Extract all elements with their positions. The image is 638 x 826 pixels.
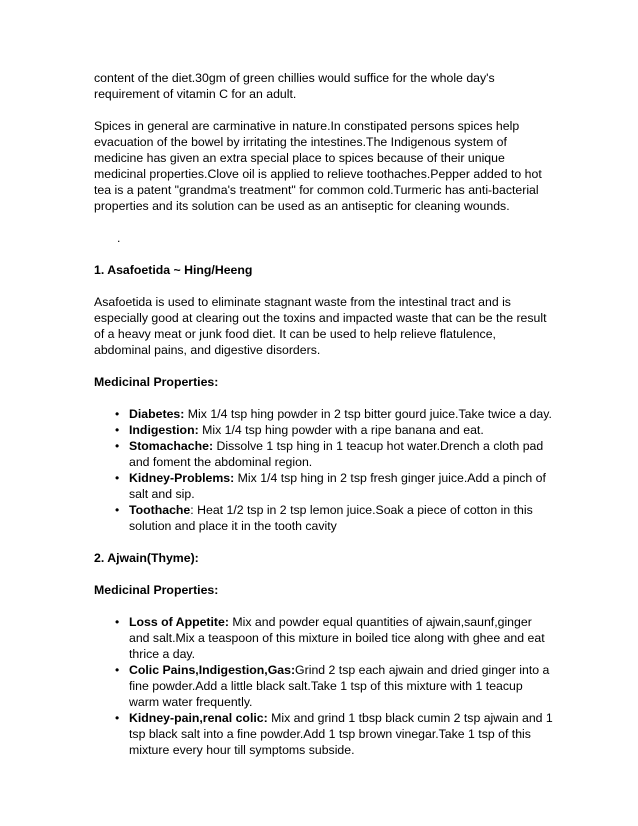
list-item	[94, 422, 554, 438]
document-page	[94, 70, 554, 758]
medicinal-properties-heading-1: Medicinal Properties:	[94, 375, 219, 389]
item-term: Colic Pains,Indigestion,Gas:	[129, 663, 296, 677]
item-term: Indigestion:	[129, 423, 199, 437]
item-text: Mix 1/4 tsp hing in 2 tsp fresh ginger juice.Add a pinch of salt and sip.	[129, 471, 546, 501]
item-text: Mix 1/4 tsp hing powder in 2 tsp bitter gourd juice.Take twice a day.	[184, 407, 552, 421]
section-heading-asafoetida: 1. Asafoetida ~ Hing/Heeng	[94, 263, 253, 277]
bullet-icon: •	[115, 615, 120, 629]
bullet-icon: •	[115, 663, 120, 677]
bullet-icon: •	[115, 407, 120, 421]
list-item	[94, 470, 554, 502]
bullet-icon: •	[115, 423, 120, 437]
item-text: : Heat 1/2 tsp in 2 tsp lemon juice.Soak a piece of cotton in this solution and place it in the tooth cavity	[129, 503, 533, 533]
medicinal-properties-heading-2: Medicinal Properties:	[94, 583, 219, 597]
ajwain-properties-list	[94, 614, 554, 758]
list-item	[94, 614, 554, 662]
bullet-icon: •	[115, 503, 120, 517]
item-text: Mix 1/4 tsp hing powder with a ripe banana and eat.	[198, 423, 484, 437]
section-heading-ajwain: 2. Ajwain(Thyme):	[94, 551, 199, 565]
list-item	[94, 662, 554, 710]
item-term: Kidney-Problems:	[129, 471, 235, 485]
item-term: Stomachache:	[129, 439, 214, 453]
item-text: Mix and powder equal quantities of ajwain,saunf,ginger and salt.Mix a teaspoon of this mixture in boiled tice along with ghee and eat thrice a day.	[129, 615, 545, 661]
item-term: Kidney-pain,renal colic:	[129, 711, 268, 725]
list-item	[94, 710, 554, 758]
asafoetida-description: Asafoetida is used to eliminate stagnant waste from the intestinal tract and is especially good at clearing out the toxins and impacted waste that can be the result of a heavy meat or junk food diet. It can be used to help relieve flatulence, abdominal pains, and digestive disorders.	[94, 295, 547, 357]
item-text: Grind 2 tsp each ajwain and dried ginger into a fine powder.Add a little black salt.Take 1 tsp of this mixture with 1 teacup warm water frequently.	[129, 663, 550, 709]
asafoetida-properties-list	[94, 406, 554, 534]
list-item	[94, 438, 554, 470]
item-text: Dissolve 1 tsp hing in 1 teacup hot water.Drench a cloth pad and foment the abdominal region.	[129, 439, 544, 469]
intro-paragraph-2: Spices in general are carminative in nature.In constipated persons spices help evacuation of the bowel by irritating the intestines.The Indigenous system of medicine has given an extra special place to spices because of their unique medicinal properties.Clove oil is applied to relieve toothaches.Pepper added to hot tea is a patent "grandma's treatment" for common cold.Turmeric has anti-bacterial properties and its solution can be used as an antiseptic for cleaning wounds.	[94, 119, 542, 213]
item-term: Toothache	[129, 503, 191, 517]
intro-paragraph-1: content of the diet.30gm of green chillies would suffice for the whole day's requirement of vitamin C for an adult.	[94, 71, 495, 101]
list-item	[94, 502, 554, 534]
item-text: Mix and grind 1 tbsp black cumin 2 tsp ajwain and 1 tsp black salt into a fine powder.Add 1 tsp brown vinegar.Take 1 tsp of this mixture every hour till symptoms subside.	[129, 711, 553, 757]
separator-dot: .	[117, 231, 121, 245]
list-item	[94, 406, 554, 422]
bullet-icon: •	[115, 711, 120, 725]
bullet-icon: •	[115, 471, 120, 485]
item-term: Loss of Appetite:	[129, 615, 229, 629]
bullet-icon: •	[115, 439, 120, 453]
item-term: Diabetes:	[129, 407, 185, 421]
